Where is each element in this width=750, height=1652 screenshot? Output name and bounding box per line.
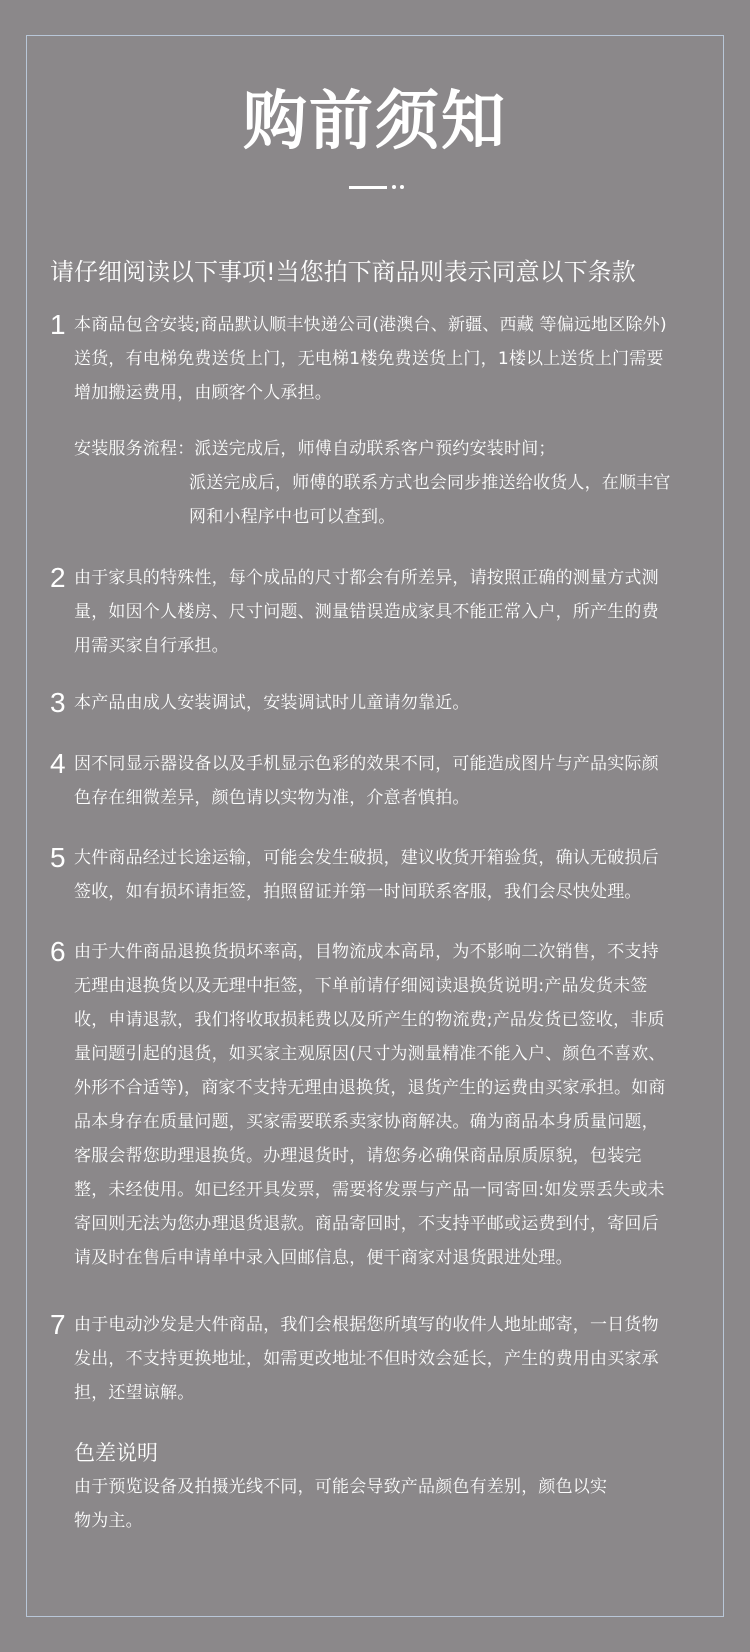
divider-dot	[392, 185, 396, 189]
item-number: 5	[50, 842, 66, 873]
item-line: 量问题引起的退货，如买家主观原因(尺寸为测量精准不能入户、颜色不喜欢、	[74, 1044, 666, 1064]
install-flow-line-1	[74, 432, 714, 466]
install-flow	[74, 432, 714, 534]
color-note-line: 物为主。	[74, 1511, 143, 1531]
item-line: 品本身存在质量问题，买家需要联系卖家协商解决。确为商品本身质量问题，	[74, 1112, 659, 1132]
item-line: 量，如因个人楼房、尺寸问题、测量错误造成家具不能正常入户，所产生的费	[74, 602, 659, 622]
item-number: 3	[50, 687, 66, 718]
item-number: 6	[50, 936, 66, 967]
item-line: 寄回则无法为您办理退货退款。商品寄回时，不支持平邮或运费到付，寄回后	[74, 1214, 659, 1234]
color-note-body	[74, 1470, 714, 1538]
item-line: 由于电动沙发是大件商品，我们会根据您所填写的收件人地址邮寄，一日货物	[74, 1315, 659, 1335]
intro-text: 请仔细阅读以下事项!当您拍下商品则表示同意以下条款	[50, 258, 636, 286]
item-number: 7	[50, 1309, 66, 1340]
install-flow-step: 派送完成后，师傅自动联系客户预约安装时间；	[194, 439, 556, 459]
item-line: 请及时在售后申请单中录入回邮信息，便干商家对退货跟进处理。	[74, 1248, 573, 1268]
item-line: 色存在细微差异，颜色请以实物为准，介意者慎拍。	[74, 788, 470, 808]
install-flow-label: 安装服务流程：	[74, 439, 195, 459]
divider-dot	[400, 185, 404, 189]
item-line: 发出，不支持更换地址，如需更改地址不但时效会延长，产生的费用由买家承	[74, 1349, 659, 1369]
item-line: 整，未经使用。如已经开具发票，需要将发票与产品一同寄回:如发票丢失或未	[74, 1180, 665, 1200]
item-line: 收，申请退款，我们将收取损耗费以及所产生的物流费;产品发货已签收，非质	[74, 1010, 665, 1030]
item-line: 外形不合适等)，商家不支持无理由退换货，退货产生的运费由买家承担。如商	[74, 1078, 666, 1098]
install-flow-line-2: 派送完成后，师傅的联系方式也会同步推送给收货人，在顺丰官	[189, 473, 671, 493]
item-line: 增加搬运费用，由顾客个人承担。	[74, 383, 332, 403]
item-number: 2	[50, 562, 66, 593]
item-line: 客服会帮您助理退换货。办理退货时，请您务必确保商品原质原貌，包装完	[74, 1146, 642, 1166]
item-line: 由于家具的特殊性，每个成品的尺寸都会有所差异，请按照正确的测量方式测	[74, 568, 659, 588]
item-line: 担，还望谅解。	[74, 1383, 195, 1403]
item-line: 由于大件商品退换货损坏率高，目物流成本高昂，为不影响二次销售，不支持	[74, 942, 659, 962]
item-line: 无理由退换货以及无理中拒签，下单前请仔细阅读退换货说明:产品发货未签	[74, 976, 648, 996]
item-number: 1	[50, 309, 66, 340]
color-note-line: 由于预览设备及拍摄光线不同，可能会导致产品颜色有差别，颜色以实	[74, 1477, 608, 1497]
color-note-title: 色差说明	[74, 1441, 158, 1465]
item-line: 因不同显示器设备以及手机显示色彩的效果不同，可能造成图片与产品实际颜	[74, 754, 659, 774]
divider-bar	[349, 186, 387, 189]
item-line: 本商品包含安装;商品默认顺丰快递公司(港澳台、新疆、西藏 等偏远地区除外)	[74, 315, 667, 335]
page-title: 购前须知	[243, 85, 507, 159]
item-line: 本产品由成人安装调试，安装调试时儿童请勿靠近。	[74, 693, 470, 713]
item-line: 送货，有电梯免费送货上门，无电梯1楼免费送货上门，1楼以上送货上门需要	[74, 349, 664, 369]
item-line: 用需买家自行承担。	[74, 636, 229, 656]
item-line: 大件商品经过长途运输，可能会发生破损，建议收货开箱验货，确认无破损后	[74, 848, 659, 868]
install-flow-line-3: 网和小程序中也可以查到。	[189, 507, 396, 527]
item-line: 签收，如有损坏请拒签，拍照留证并第一时间联系客服，我们会尽快处理。	[74, 882, 642, 902]
title-divider	[349, 184, 408, 190]
item-number: 4	[50, 748, 66, 779]
